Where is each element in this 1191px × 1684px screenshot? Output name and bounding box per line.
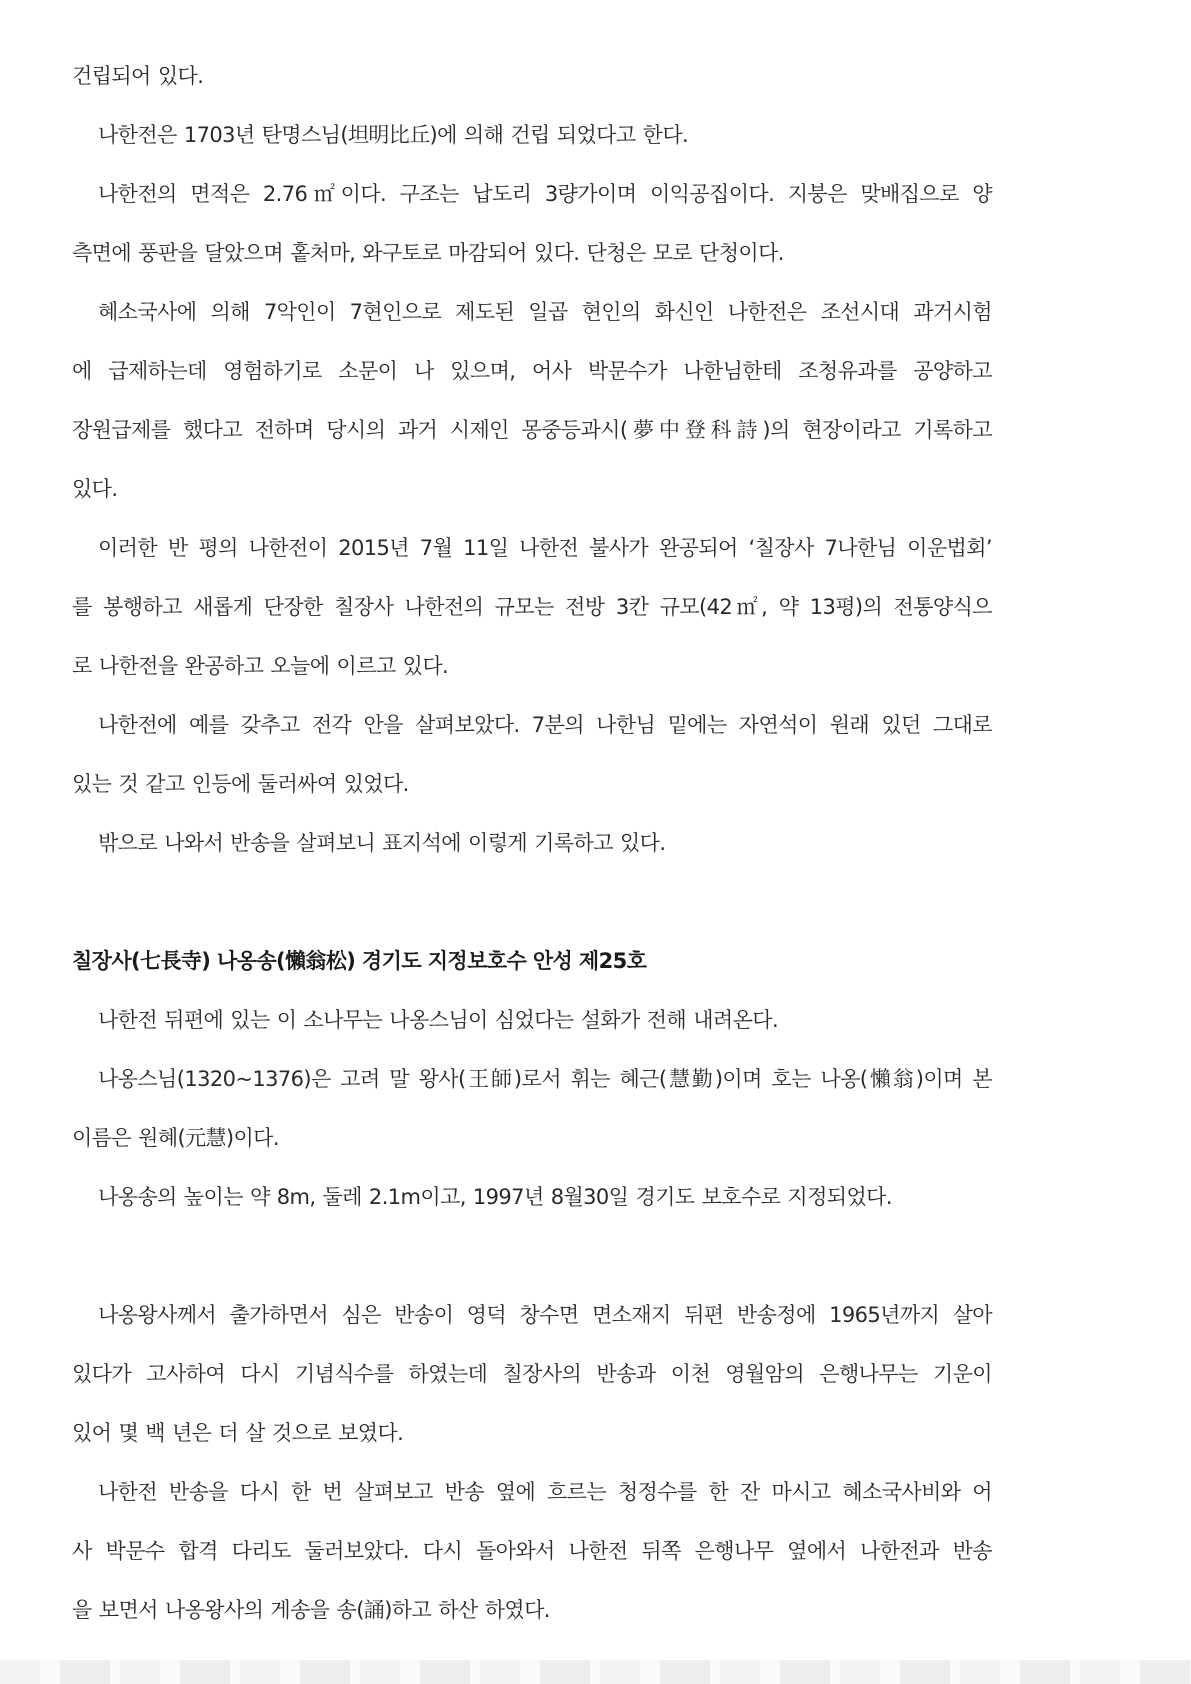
paragraph-line: 측면에 풍판을 달았으며 홑처마, 와구토로 마감되어 있다. 단청은 모로 단청이다. <box>72 241 784 265</box>
paragraph-line: 나옹왕사께서 출가하면서 심은 반송이 영덕 창수면 면소재지 뒤편 반송정에 1965년까지 살아 <box>98 1303 992 1327</box>
paragraph-line: 나한전은 1703년 탄명스님(坦明比丘)에 의해 건립 되었다고 한다. <box>98 123 689 147</box>
paragraph-line: 로 나한전을 완공하고 오늘에 이르고 있다. <box>72 654 449 678</box>
paragraph-line: 있어 몇 백 년은 더 살 것으로 보였다. <box>72 1421 404 1445</box>
paragraph-line: 나한전 뒤편에 있는 이 소나무는 나옹스님이 심었다는 설화가 전해 내려온다. <box>98 1008 779 1032</box>
paragraph-line: 에 급제하는데 영험하기로 소문이 나 있으며, 어사 박문수가 나한님한테 조청유과를 공양하고 <box>72 359 992 383</box>
paragraph-line: 나옹송의 높이는 약 8m, 둘레 2.1m이고, 1997년 8월30일 경기도 보호수로 지정되었다. <box>98 1185 892 1209</box>
paragraph-line: 나한전에 예를 갖추고 전각 안을 살펴보았다. 7분의 나한님 밑에는 자연석이 원래 있던 그대로 <box>98 713 992 737</box>
document-body <box>72 56 992 1649</box>
paragraph-line: 건립되어 있다. <box>72 64 204 88</box>
paragraph-line: 있는 것 같고 인등에 둘러싸여 있었다. <box>72 772 409 796</box>
paragraph-line: 을 보면서 나옹왕사의 게송을 송(誦)하고 하산 하였다. <box>72 1598 550 1622</box>
paragraph-line: 나한전의 면적은 2.76㎡이다. 구조는 납도리 3량가이며 이익공집이다. 지붕은 맞배집으로 양 <box>98 182 992 206</box>
decorative-footer-pattern <box>0 1660 1191 1684</box>
paragraph-line: 이름은 원혜(元慧)이다. <box>72 1126 279 1150</box>
paragraph-line: 장원급제를 했다고 전하며 당시의 과거 시제인 몽중등과시(夢中登科詩)의 현장이라고 기록하고 <box>72 418 992 442</box>
paragraph-line: 를 봉행하고 새롭게 단장한 칠장사 나한전의 규모는 전방 3칸 규모(42㎡, 약 13평)의 전통양식으 <box>72 595 992 619</box>
paragraph-line: 이러한 반 평의 나한전이 2015년 7월 11일 나한전 불사가 완공되어 ‘칠장사 7나한님 이운법회’ <box>98 536 992 560</box>
paragraph-line: 혜소국사에 의해 7악인이 7현인으로 제도된 일곱 현인의 화신인 나한전은 조선시대 과거시험 <box>98 300 992 324</box>
blank-line <box>72 882 992 941</box>
paragraph-line: 밖으로 나와서 반송을 살펴보니 표지석에 이렇게 기록하고 있다. <box>98 831 666 855</box>
paragraph-line: 나한전 반송을 다시 한 번 살펴보고 반송 옆에 흐르는 청정수를 한 잔 마시고 혜소국사비와 어 <box>98 1480 992 1504</box>
blank-line <box>72 1236 992 1295</box>
paragraph-line: 사 박문수 합격 다리도 둘러보았다. 다시 돌아와서 나한전 뒤쪽 은행나무 옆에서 나한전과 반송 <box>72 1539 992 1563</box>
section-heading: 칠장사(七長寺) 나옹송(懶翁松) 경기도 지정보호수 안성 제25호 <box>72 949 647 973</box>
paragraph-line: 있다. <box>72 477 118 501</box>
paragraph-line: 있다가 고사하여 다시 기념식수를 하였는데 칠장사의 반송과 이천 영월암의 은행나무는 기운이 <box>72 1362 992 1386</box>
paragraph-line: 나옹스님(1320~1376)은 고려 말 왕사(王師)로서 휘는 혜근(慧勤)이며 호는 나옹(懶翁)이며 본 <box>98 1067 992 1091</box>
